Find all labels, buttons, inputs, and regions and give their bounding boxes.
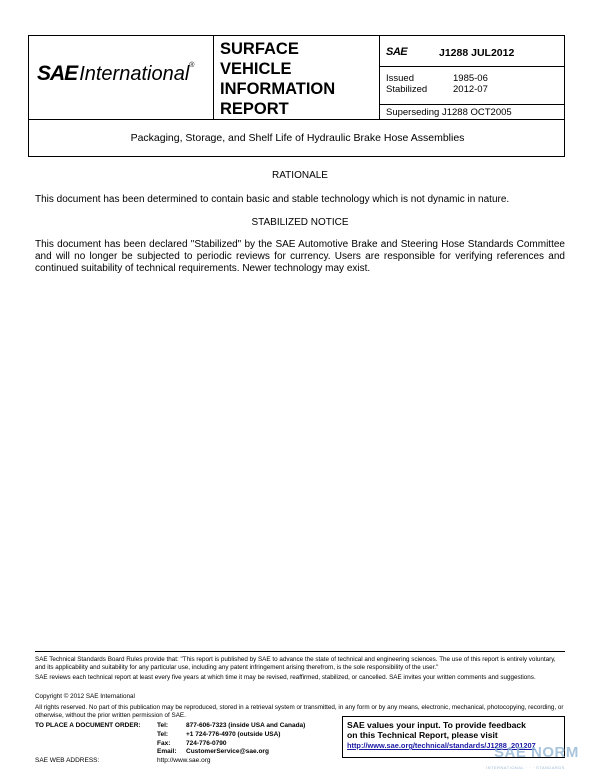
superseding-note: Superseding J1288 OCT2005 bbox=[386, 107, 512, 118]
issued-value: 1985-06 bbox=[453, 73, 488, 84]
feedback-text: on this Technical Report, please visit bbox=[347, 730, 498, 740]
document-title: Packaging, Storage, and Shelf Life of Hydraulic Brake Hose Assemblies bbox=[130, 132, 465, 144]
issued-label: Issued bbox=[386, 73, 414, 84]
footer-copyright: Copyright © 2012 SAE International bbox=[35, 693, 135, 700]
tel-value: +1 724-776-4970 (outside USA) bbox=[186, 731, 281, 738]
header-divider bbox=[380, 104, 565, 105]
footer-divider bbox=[35, 651, 565, 652]
header-divider bbox=[379, 36, 380, 120]
title-box bbox=[28, 120, 565, 157]
tel-label: Tel: bbox=[157, 722, 169, 729]
logo-suffix: International bbox=[79, 63, 190, 85]
stabilized-value: 2012-07 bbox=[453, 84, 488, 95]
logo-registered-mark: ® bbox=[189, 62, 195, 69]
report-type: SURFACE VEHICLE INFORMATION REPORT bbox=[220, 40, 336, 118]
feedback-link[interactable]: http://www.sae.org/technical/standards/J1288_201207 bbox=[347, 741, 536, 750]
logo-brand: SAE bbox=[37, 62, 78, 85]
feedback-text: SAE values your input. To provide feedback bbox=[347, 720, 526, 730]
email-label: Email: bbox=[157, 748, 177, 755]
footer-review-paragraph: SAE reviews each technical report at least every five years at which time it may be revised, reaffirmed, stabilized, or cancelled. SAE invites your written comments and suggestions. bbox=[35, 674, 536, 681]
watermark-subtext: INTERNATIONAL · · · STANDARDS bbox=[486, 765, 565, 770]
sae-international-logo bbox=[37, 62, 209, 90]
fax-label: Fax: bbox=[157, 740, 171, 747]
rationale-text: This document has been determined to contain basic and stable technology which is not dynamic in nature. bbox=[35, 194, 510, 205]
footer-rights-paragraph: All rights reserved. No part of this publication may be reproduced, stored in a retrieval system or transmitted, in any form or by any means, electronic, mechanical, photocopying, recording, or otherwise, without the prior written permission of SAE. bbox=[35, 704, 564, 719]
order-label: TO PLACE A DOCUMENT ORDER: bbox=[35, 722, 141, 729]
document-number: J1288 JUL2012 bbox=[439, 47, 515, 59]
stabilized-notice-heading: STABILIZED NOTICE bbox=[251, 217, 349, 228]
web-address-label: SAE WEB ADDRESS: bbox=[35, 757, 100, 764]
document-header bbox=[28, 35, 565, 120]
fax-value: 724-776-0790 bbox=[186, 740, 227, 747]
rationale-heading: RATIONALE bbox=[272, 170, 328, 181]
stabilized-notice-text: This document has been declared "Stabilized" by the SAE Automotive Brake and Steering Hose Standards Committee and will no longer be subjected to periodic reviews for currency. Users are responsible for verifying references and continued suitability of technical requirements. Newer technology may exist. bbox=[35, 239, 565, 274]
web-address-value: http://www.sae.org bbox=[157, 757, 211, 764]
watermark: SAE NORM bbox=[494, 744, 579, 761]
email-value: CustomerService@sae.org bbox=[186, 748, 269, 755]
footer-rules-paragraph: SAE Technical Standards Board Rules provide that: "This report is published by SAE to advance the state of technical and engineering sciences. The use of this report is entirely voluntary, and its applicability and suitability for any particular use, including any patent infringement arising therefrom, is the sole responsibility of the user." bbox=[35, 656, 556, 671]
header-divider bbox=[213, 36, 214, 120]
tel-label: Tel: bbox=[157, 731, 169, 738]
sae-mark: SAE bbox=[386, 46, 408, 58]
header-divider bbox=[380, 66, 565, 67]
stabilized-label: Stabilized bbox=[386, 84, 428, 95]
tel-value: 877-606-7323 (inside USA and Canada) bbox=[186, 722, 306, 729]
